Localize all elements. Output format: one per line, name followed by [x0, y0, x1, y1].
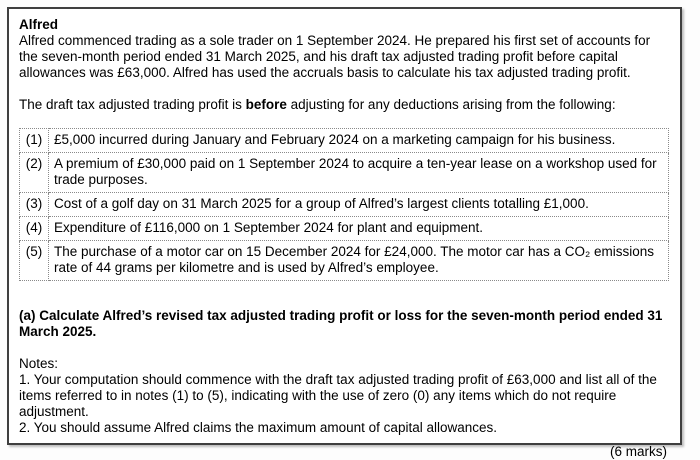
table-row	[20, 217, 669, 241]
exam-question-page	[7, 7, 682, 459]
note-2: 2. You should assume Alfred claims the maximum amount of capital allowances.	[19, 420, 497, 435]
table-row	[20, 129, 669, 153]
item-text: The purchase of a motor car on 15 December 2024 for £24,000. The motor car has a CO₂ emissions rate of 44 grams per kilometre and is used by Alfred’s employee.	[49, 241, 669, 281]
lead-text-after: adjusting for any deductions arising from the following:	[286, 97, 616, 112]
item-number: (4)	[20, 217, 49, 241]
note-1: 1. Your computation should commence with the draft tax adjusted trading profit of £63,000 and list all of the items referred to in notes (1) to (5), indicating with the use of zero (0) any items which do not require adjustment.	[19, 372, 657, 419]
item-text: £5,000 incurred during January and February 2024 on a marketing campaign for his business.	[49, 129, 669, 153]
table-row	[20, 241, 669, 281]
lead-text-bold: before	[245, 97, 287, 112]
adjustment-items-table	[19, 128, 669, 281]
question-title: Alfred	[19, 17, 59, 32]
table-row	[20, 193, 669, 217]
lead-text-before: The draft tax adjusted trading profit is	[19, 97, 246, 112]
marks-indicator: (6 marks)	[610, 444, 667, 459]
item-text: Expenditure of £116,000 on 1 September 2024 for plant and equipment.	[49, 217, 669, 241]
item-number: (1)	[20, 129, 49, 153]
requirement-part-a: (a) Calculate Alfred’s revised tax adjusted trading profit or loss for the seven-month period ended 31 March 2025.	[19, 308, 663, 339]
item-text: Cost of a golf day on 31 March 2025 for a group of Alfred’s largest clients totalling £1,000.	[49, 193, 669, 217]
lead-sentence	[19, 97, 669, 113]
item-number: (2)	[20, 153, 49, 193]
item-text: A premium of £30,000 paid on 1 September 2024 to acquire a ten-year lease on a workshop used for trade purposes.	[49, 153, 669, 193]
notes-label: Notes:	[19, 356, 59, 371]
item-number: (3)	[20, 193, 49, 217]
table-row	[20, 153, 669, 193]
intro-paragraph: Alfred commenced trading as a sole trader on 1 September 2024. He prepared his first set of accounts for the seven-month period ended 31 March 2025, and his draft tax adjusted trading profit before capital allowances was £63,000. Alfred has used the accruals basis to calculate his tax adjusted trading profit.	[19, 33, 651, 80]
item-number: (5)	[20, 241, 49, 281]
